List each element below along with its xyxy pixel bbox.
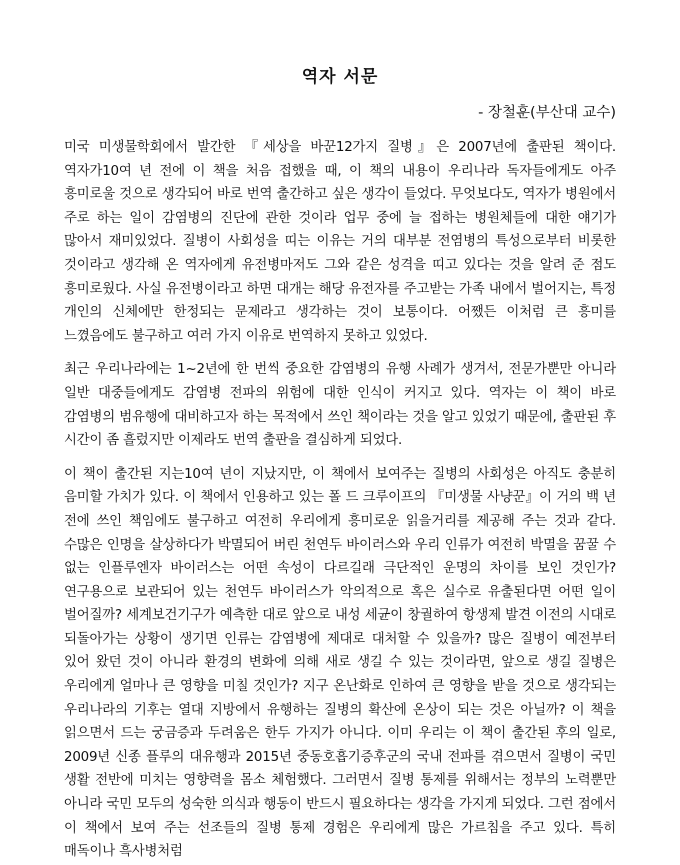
paragraph-2: 최근 우리나라에는 1~2년에 한 번씩 중요한 감염병의 유행 사례가 생겨서, 전문가뿐만 아니라 일반 대중들에게도 감염병 전파의 위험에 대한 인식이 커지고 있다. 역자는 이 책이 바로 감염병의 범유행에 대비하고자 하는 목적에서 쓰인 책이라는 것을 알고 있었기 때문에, 출판된 후 시간이 좀 흘렀지만 이제라도 번역 출판을 결심하게 되었다. bbox=[64, 362, 616, 449]
document-body bbox=[64, 136, 616, 865]
paragraph-1: 미국 미생물학회에서 발간한 『세상을 바꾼12가지 질병』은 2007년에 출판된 책이다. 역자가10여 년 전에 이 책을 처음 접했을 때, 이 책의 내용이 우리나라 독자들에게도 아주 흥미로울 것으로 생각되어 바로 번역 출간하고 싶은 생각이 들었다. 무엇보다도, 역자가 병원에서 주로 하는 일이 감염병의 진단에 관한 것이라 업무 중에 늘 접하는 병원체들에 대한 얘기가 많아서 재미있었다. 질병이 사회성을 띠는 이유는 거의 대부분 전염병의 특성으로부터 비롯한 것이라고 생각해 온 역자에게 유전병마저도 그와 같은 성격을 띠고 있다는 것을 알려 준 점도 흥미로웠다. 사실 유전병이라고 하면 대개는 해당 유전자를 주고받는 가족 내에서 벌어지는, 특정 개인의 신체에만 한정되는 문제라고 생각하는 것이 보통이다. 어쨌든 이처럼 큰 흥미를 느꼈음에도 불구하고 여러 가지 이유로 번역하지 못하고 있었다. bbox=[64, 140, 616, 344]
author-line: - 장철훈(부산대 교수) bbox=[478, 105, 616, 121]
paragraph-3: 이 책이 출간된 지는10여 년이 지났지만, 이 책에서 보여주는 질병의 사회성은 아직도 충분히 음미할 가치가 있다. 이 책에서 인용하고 있는 폴 드 크루이프의 『미생물 사냥꾼』이 거의 백 년 전에 쓰인 책임에도 불구하고 여전히 우리에게 흥미로운 읽을거리를 제공해 주는 것과 같다. 수많은 인명을 살상하다가 박멸되어 버린 천연두 바이러스와 우리 인류가 여전히 박멸을 꿈꿀 수 없는 인플루엔자 바이러스는 어떤 속성이 다르길래 극단적인 운명의 차이를 보인 것인가? 연구용으로 보관되어 있는 천연두 바이러스가 악의적으로 혹은 실수로 유출된다면 어떤 일이 벌어질까? 세계보건기구가 예측한 대로 앞으로 내성 세균이 창궐하여 항생제 발견 이전의 시대로 되돌아가는 상황이 생기면 인류는 감염병에 제대로 대처할 수 있을까? 많은 질병이 예전부터 있어 왔던 것이 아니라 환경의 변화에 의해 새로 생길 수 있는 것이라면, 앞으로 생길 질병은 우리에게 얼마나 큰 영향을 미칠 것인가? 지구 온난화로 인하여 큰 영향을 받을 것으로 생각되는 우리나라의 기후는 열대 지방에서 유행하는 질병의 확산에 온상이 되는 것은 아닐까? 이 책을 읽으면서 드는 궁금증과 두려움은 한두 가지가 아니다. 이미 우리는 이 책이 출간된 후의 일로, 2009년 신종 플루의 대유행과 2015년 중동호흡기증후군의 국내 전파를 겪으면서 질병이 국민 생활 전반에 미치는 영향력을 몸소 체험했다. 그러면서 질병 통제를 위해서는 정부의 노력뿐만 아니라 국민 모두의 성숙한 의식과 행동이 반드시 필요하다는 생각을 가지게 되었다. 그런 점에서 이 책에서 보여 주는 선조들의 질병 통제 경험은 우리에게 많은 가르침을 주고 있다. 특히 매독이나 흑사병처럼 bbox=[64, 466, 616, 860]
document-title: 역자 서문 bbox=[301, 67, 379, 87]
